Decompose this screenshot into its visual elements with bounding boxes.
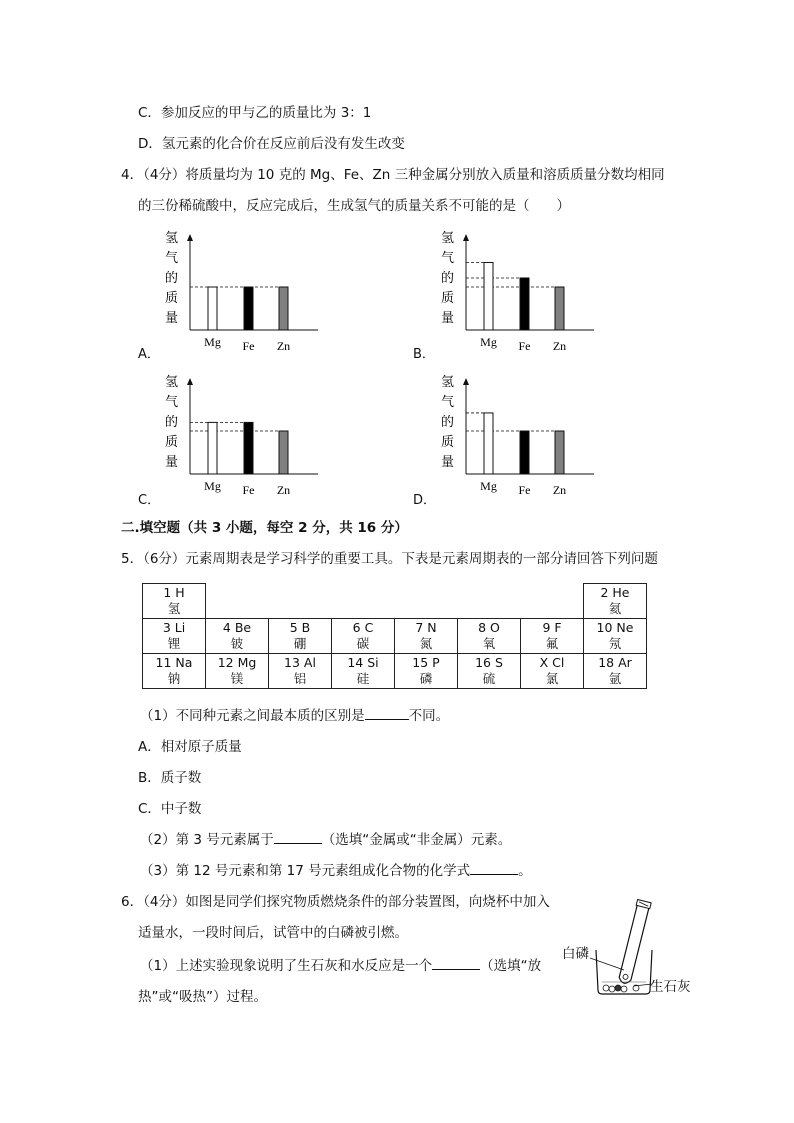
q4-option-a-label: A． <box>138 347 160 362</box>
category-label: Zn <box>276 483 291 497</box>
pt-cell-ne: 10 Ne 氖 <box>584 619 647 654</box>
ylabel-char: 的 <box>165 271 179 286</box>
q4-stem-line2: 的三份稀硫酸中，反应完成后，生成氢气的质量关系不可能的是（ ） <box>138 198 570 214</box>
ylabel-char: 的 <box>165 415 179 430</box>
pt-cell-al: 13 Al 铝 <box>269 654 332 689</box>
bar-fe <box>520 431 529 474</box>
q6-sub1-line2: 热”或“吸热”）过程。 <box>138 989 267 1005</box>
ylabel-char: 的 <box>441 271 455 286</box>
pt-cell-s: 16 S 硫 <box>458 654 521 689</box>
ylabel-char: 质 <box>165 291 179 306</box>
category-label: Zn <box>552 339 567 353</box>
pt-cell-na: 11 Na 钠 <box>143 654 206 689</box>
section2-title: 二.填空题（共 3 小题，每空 2 分，共 16 分） <box>121 520 408 536</box>
bar-mg <box>208 422 217 474</box>
label-white-phosphorus: 白磷 <box>562 946 589 962</box>
phos-leader-line <box>590 958 624 970</box>
q6-sub1: （1）上述实验现象说明了生石灰和水反应是一个 （选填“放 <box>140 958 542 974</box>
bar-fe <box>244 422 253 474</box>
q4-option-b-label: B． <box>413 347 435 362</box>
pt-cell-c: 6 C 碳 <box>332 619 395 654</box>
bar-mg <box>208 287 217 330</box>
pt-cell-h: 1 H 氢 <box>143 584 206 619</box>
bar-chart-svg <box>160 372 325 497</box>
pt-cell-cl: X Cl 氯 <box>521 654 584 689</box>
pt-cell-o: 8 O 氧 <box>458 619 521 654</box>
ylabel-char: 质 <box>165 435 179 450</box>
category-label: Fe <box>242 339 255 353</box>
pt-cell-b: 5 B 硼 <box>269 619 332 654</box>
bar-zn <box>279 287 288 330</box>
q3-option-d: D．氢元素的化合价在反应前后没有发生改变 <box>138 136 405 152</box>
bar-fe <box>520 278 529 330</box>
ylabel-char: 质 <box>441 435 455 450</box>
pt-gap <box>206 584 584 619</box>
q5-sub2: （2）第 3 号元素属于 （选填“金属或“非金属）元素。 <box>140 832 512 848</box>
pt-cell-f: 9 F 氟 <box>521 619 584 654</box>
test-tube-icon <box>617 899 651 984</box>
ylabel-char: 气 <box>165 395 179 410</box>
q4-chart-c <box>160 372 325 501</box>
bar-chart-svg <box>160 228 325 353</box>
q6-sub1-blank[interactable] <box>432 957 480 970</box>
q5-sub1-blank[interactable] <box>365 707 409 720</box>
pt-cell-mg: 12 Mg 镁 <box>206 654 269 689</box>
q4-chart-b <box>436 228 601 357</box>
bar-zn <box>555 287 564 330</box>
q4-option-c-label: C． <box>138 493 161 508</box>
category-label: Zn <box>276 339 291 353</box>
ylabel-char: 量 <box>441 455 455 470</box>
pt-cell-li: 3 Li 锂 <box>143 619 206 654</box>
ylabel-char: 量 <box>441 311 455 326</box>
q5-sub1: （1）不同种元素之间最本质的区别是 不同。 <box>140 708 450 724</box>
pt-cell-ar: 18 Ar 氩 <box>584 654 647 689</box>
ylabel-char: 氢 <box>441 231 455 246</box>
y-axis-arrow-icon <box>187 234 193 241</box>
q5-option-b: B．质子数 <box>138 770 202 786</box>
category-label: Fe <box>242 483 255 497</box>
category-label: Mg <box>480 335 497 349</box>
ylabel-char: 气 <box>441 395 455 410</box>
periodic-table <box>142 583 647 689</box>
q5-option-c: C．中子数 <box>138 801 202 817</box>
category-label: Mg <box>204 335 221 349</box>
q5-sub3: （3）第 12 号元素和第 17 号元素组成化合物的化学式 。 <box>140 863 532 879</box>
category-label: Mg <box>480 479 497 493</box>
q4-chart-a <box>160 228 325 357</box>
bar-chart-svg <box>436 372 601 497</box>
ylabel-char: 的 <box>441 415 455 430</box>
ylabel-char: 质 <box>441 291 455 306</box>
bar-mg <box>484 413 493 474</box>
q6-stem-line2: 适量水，一段时间后，试管中的白磷被引燃。 <box>138 925 408 941</box>
q4-chart-d <box>436 372 601 501</box>
pt-cell-n: 7 N 氮 <box>395 619 458 654</box>
ylabel-char: 氢 <box>165 375 179 390</box>
y-axis-arrow-icon <box>463 378 469 385</box>
category-label: Fe <box>518 339 531 353</box>
q6-apparatus-figure <box>562 892 702 1012</box>
ylabel-char: 氢 <box>165 231 179 246</box>
q5-sub3-blank[interactable] <box>470 862 518 875</box>
bar-chart-svg <box>436 228 601 353</box>
q5-sub2-blank[interactable] <box>274 831 322 844</box>
category-label: Zn <box>552 483 567 497</box>
ylabel-char: 量 <box>165 311 179 326</box>
category-label: Fe <box>518 483 531 497</box>
y-axis-arrow-icon <box>463 234 469 241</box>
bar-zn <box>279 431 288 474</box>
pt-cell-si: 14 Si 硅 <box>332 654 395 689</box>
q4-option-d-label: D． <box>413 493 437 508</box>
label-quicklime: 生石灰 <box>650 979 691 995</box>
pt-cell-p: 15 P 磷 <box>395 654 458 689</box>
q3-option-c: C．参加反应的甲与乙的质量比为 3：1 <box>138 105 372 121</box>
category-label: Mg <box>204 479 221 493</box>
ylabel-char: 气 <box>441 251 455 266</box>
bar-zn <box>555 431 564 474</box>
ylabel-char: 气 <box>165 251 179 266</box>
q6-stem-line1: 6．（4分）如图是同学们探究物质燃烧条件的部分装置图，向烧杯中加入 <box>121 894 550 910</box>
bar-mg <box>484 262 493 330</box>
bar-fe <box>244 287 253 330</box>
q5-stem: 5．（6分）元素周期表是学习科学的重要工具。下表是元素周期表的一部分请回答下列问题 <box>121 551 658 567</box>
q5-option-a: A．相对原子质量 <box>138 739 242 755</box>
pt-cell-be: 4 Be 铍 <box>206 619 269 654</box>
ylabel-char: 量 <box>165 455 179 470</box>
q4-stem-line1: 4．（4分）将质量均为 10 克的 Mg、Fe、Zn 三种金属分别放入质量和溶质质量分数均相同 <box>121 167 665 183</box>
y-axis-arrow-icon <box>187 378 193 385</box>
pt-cell-he: 2 He 氦 <box>584 584 647 619</box>
ylabel-char: 氢 <box>441 375 455 390</box>
